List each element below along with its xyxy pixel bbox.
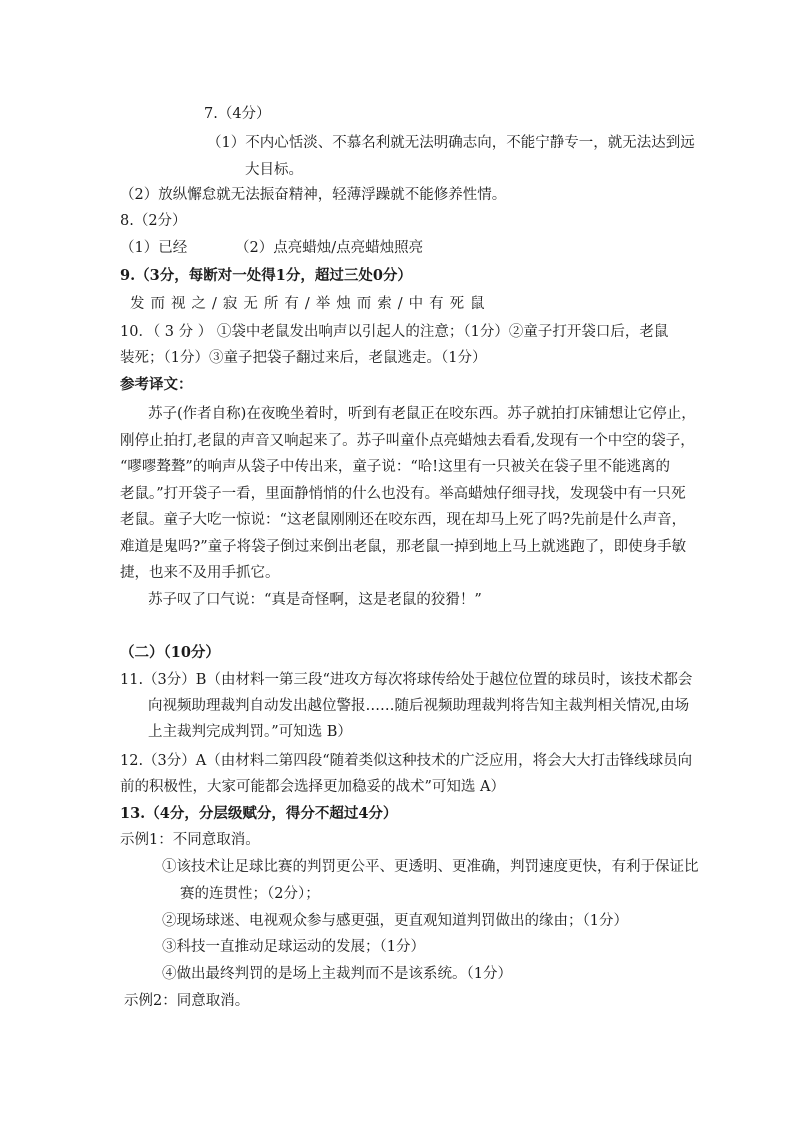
q12-line-1: 12.（3分）A（由材料二第四段“随着类似这种技术的广泛应用，将会大大打击锋线球员向 <box>120 753 693 769</box>
q9-answer: 发而视之/寂无所有/举烛而索/中有死鼠 <box>130 296 491 312</box>
translation-line: 苏子(作者自称)在夜晚坐着时，听到有老鼠正在咬东西。苏子就拍打床铺想让它停止， <box>148 406 696 422</box>
q9-heading: 9.（3分，每断对一处得1分，超过三处0分） <box>120 267 412 284</box>
q13-item-2: ②现场球迷、电视观众参与感更强，更直观知道判罚做出的缘由；（1分） <box>162 913 628 929</box>
q11-line-1: 11.（3分）B（由材料一第三段“进攻方每次将球传给处于越位位置的球员时，该技术都会 <box>120 672 693 688</box>
q13-item-4: ④做出最终判罚的是场上主裁判而不是该系统。（1分） <box>162 966 512 982</box>
translation-line: 难道是鬼吗?”童子将袋子倒过来倒出老鼠，那老鼠一掉到地上马上就逃跑了，即使身手敏 <box>120 539 687 555</box>
translation-closing: 苏子叹了口气说：“真是奇怪啊，这是老鼠的狡猾！” <box>148 592 482 608</box>
q10-line-2: 装死；（1分）③童子把袋子翻过来后，老鼠逃走。（1分） <box>120 350 487 366</box>
q8-heading: 8.（2分） <box>120 213 187 229</box>
q8-answer-2: （2）点亮蜡烛/点亮蜡烛照亮 <box>235 240 424 256</box>
translation-title: 参考译文： <box>120 376 193 393</box>
q10-line-1: 10．（ 3 分 ） ①袋中老鼠发出响声以引起人的注意；（1分）②童子打开袋口后，老鼠 <box>120 324 669 340</box>
translation-line: “嘐嘐聱聱”的响声从袋子中传出来，童子说：“哈!这里有一只被关在袋子里不能逃离的 <box>120 459 671 475</box>
q13-example-2: 示例2：同意取消。 <box>124 993 250 1009</box>
q13-example-1: 示例1：不同意取消。 <box>120 832 260 848</box>
q7-answer-1-line-2: 大目标。 <box>245 162 303 178</box>
q13-item-1-line-1: ①该技术让足球比赛的判罚更公平、更透明、更准确，判罚速度更快，有利于保证比 <box>162 859 699 875</box>
q7-answer-1-line-1: （1）不内心恬淡、不慕名利就无法明确志向，不能宁静专一，就无法达到远 <box>207 135 695 151</box>
translation-line: 捷，也来不及用手抓它。 <box>120 565 280 581</box>
q7-heading: 7.（4分） <box>204 106 271 122</box>
section-2-title: （二）（10分） <box>120 644 220 661</box>
translation-line: 老鼠。童子大吃一惊说：“这老鼠刚刚还在咬东西，现在却马上死了吗?先前是什么声音， <box>120 512 687 528</box>
q12-line-2: 前的积极性，大家可能都会选择更加稳妥的战术”可知选 A） <box>120 779 505 795</box>
q13-heading: 13.（4分，分层级赋分，得分不超过4分） <box>120 805 398 822</box>
q8-answer-1: （1）已经 <box>120 240 188 256</box>
q11-line-3: 上主裁判完成判罚。”可知选 B） <box>148 724 352 740</box>
q13-item-3: ③科技一直推动足球运动的发展；（1分） <box>162 939 425 955</box>
q11-line-2: 向视频助理裁判自动发出越位警报……随后视频助理裁判将告知主裁判相关情况,由场 <box>148 698 690 714</box>
q7-answer-2: （2）放纵懈怠就无法振奋精神，轻薄浮躁就不能修养性情。 <box>120 187 507 203</box>
translation-line: 刚停止拍打,老鼠的声音又响起来了。苏子叫童仆点亮蜡烛去看看,发现有一个中空的袋子， <box>120 433 695 449</box>
translation-line: 老鼠。”打开袋子一看，里面静悄悄的什么也没有。举高蜡烛仔细寻找，发现袋中有一只死 <box>120 486 686 502</box>
q13-item-1-line-2: 赛的连贯性；（2分）； <box>180 886 320 902</box>
